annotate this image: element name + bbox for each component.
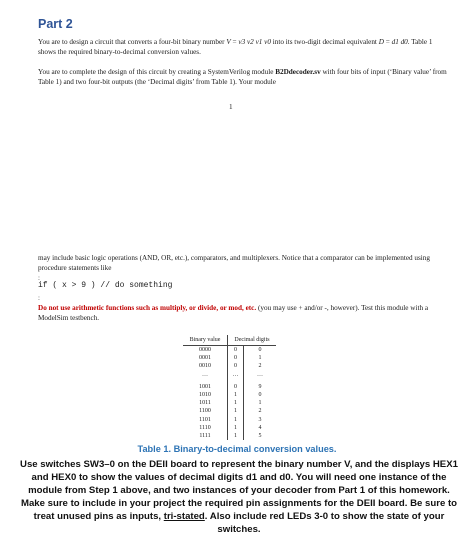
table-cell: 3 (258, 416, 262, 423)
logic-paragraph: may include basic logic operations (AND, OR, etc.), comparators, and multiplexers. Notice that a comparator can be implemented using procedure statements like (38, 254, 430, 272)
table-cell: 1 (228, 391, 244, 399)
module-filename: B2Ddecoder.sv (275, 68, 321, 76)
table-header: Binary value (183, 335, 228, 346)
table-cell: 0 (258, 392, 262, 399)
table-cell: … (257, 371, 263, 378)
table-row (183, 354, 276, 362)
table-cell: 0 (228, 383, 244, 391)
table-cell: 4 (258, 424, 262, 431)
ellipsis-dot: : (38, 274, 40, 282)
var-v: V (226, 38, 231, 46)
table-row (183, 424, 276, 432)
table-cell: 1 (258, 355, 262, 362)
table-cell: 1 (258, 400, 262, 407)
intro-text-2: into its two-digit decimal equivalent (270, 38, 379, 46)
table-row (183, 362, 276, 370)
code-snippet: if ( x > 9 ) // do something (38, 281, 173, 290)
tri-stated-text: tri-stated (163, 511, 205, 522)
table-row (183, 399, 276, 407)
module-paragraph (38, 67, 450, 87)
ellipsis-dot: : (38, 294, 40, 302)
table-cell: 0 (228, 362, 244, 370)
table-cell: 1011 (183, 399, 228, 407)
eq-sign-2: = (383, 38, 392, 46)
table-cell: 1 (228, 424, 244, 432)
table-cell: … (228, 371, 244, 379)
table-caption: Table 1. Binary-to-decimal conversion values. (137, 444, 337, 454)
warning-rest: (you may use + and/or -, however). Test this module with a ModelSim testbench. (38, 304, 429, 322)
instructions-text-2: . Also include red LEDs 3-0 to show the state of your switches. (204, 511, 445, 535)
warning-text: Do not use arithmetic functions such as multiply, or divide, or mod, etc. (38, 304, 257, 312)
table-cell: 0001 (183, 354, 228, 362)
table-cell: 0010 (183, 362, 228, 370)
table-row (183, 371, 276, 379)
intro-text-3: . Table 1 shows the required binary-to-decimal conversion values. (38, 38, 433, 56)
table-cell: 9 (258, 383, 262, 390)
table-row (183, 383, 276, 391)
table-cell: 1110 (183, 424, 228, 432)
table-cell: 1101 (183, 416, 228, 424)
table-cell: 0 (228, 346, 244, 355)
table-cell: 1 (228, 399, 244, 407)
table-header: Decimal digits (228, 335, 277, 346)
var-v-bits: v3 v2 v1 v0 (238, 38, 271, 46)
table-row (183, 346, 276, 355)
table-cell: 5 (258, 433, 262, 440)
table-cell: 1 (228, 416, 244, 424)
table-cell: 2 (258, 363, 262, 370)
table-cell: 1001 (183, 383, 228, 391)
table-cell: 1100 (183, 407, 228, 415)
instructions-text: Use switches SW3–0 on the DEII board to represent the binary number V, and the displays HEX1 and HEX0 to show the values of decimal digits d1 and d0. You will need one instance of the module from Step 1 above, and two instances of your decoder from Part 1 of this homework. Make sure to include in your project the required pin assignments for the DEII board. Be sure to treat unused pins as inputs, (20, 459, 458, 522)
table-row (183, 407, 276, 415)
var-d-digits: d1 d0 (391, 38, 408, 46)
table-row (183, 432, 276, 440)
conversion-table (183, 335, 276, 440)
table-cell: 0000 (183, 346, 228, 355)
var-d: D (378, 38, 384, 46)
table-cell: 1111 (183, 432, 228, 440)
warning-paragraph (38, 303, 450, 323)
table-row (183, 391, 276, 399)
page-number: 1 (229, 103, 233, 111)
table-row (183, 416, 276, 424)
section-heading: Part 2 (38, 17, 73, 31)
table-cell: … (183, 371, 228, 379)
table-cell: 1010 (183, 391, 228, 399)
table-cell: 2 (258, 408, 262, 415)
intro-paragraph (38, 37, 450, 57)
table-cell: 1 (228, 432, 244, 440)
table-cell: 0 (258, 347, 262, 353)
module-text-2: with four bits of input (‘Binary value’ from Table 1) and two four-bit outputs (the ‘Decimal digits’ from Table 1). Your module (38, 68, 447, 86)
eq-sign: = (230, 38, 239, 46)
instructions-paragraph (15, 458, 463, 536)
module-text: You are to complete the design of this circuit by creating a SystemVerilog module (38, 68, 276, 76)
table-cell: 1 (228, 407, 244, 415)
table-cell: 0 (228, 354, 244, 362)
intro-text: You are to design a circuit that converts a four-bit binary number (38, 38, 227, 46)
